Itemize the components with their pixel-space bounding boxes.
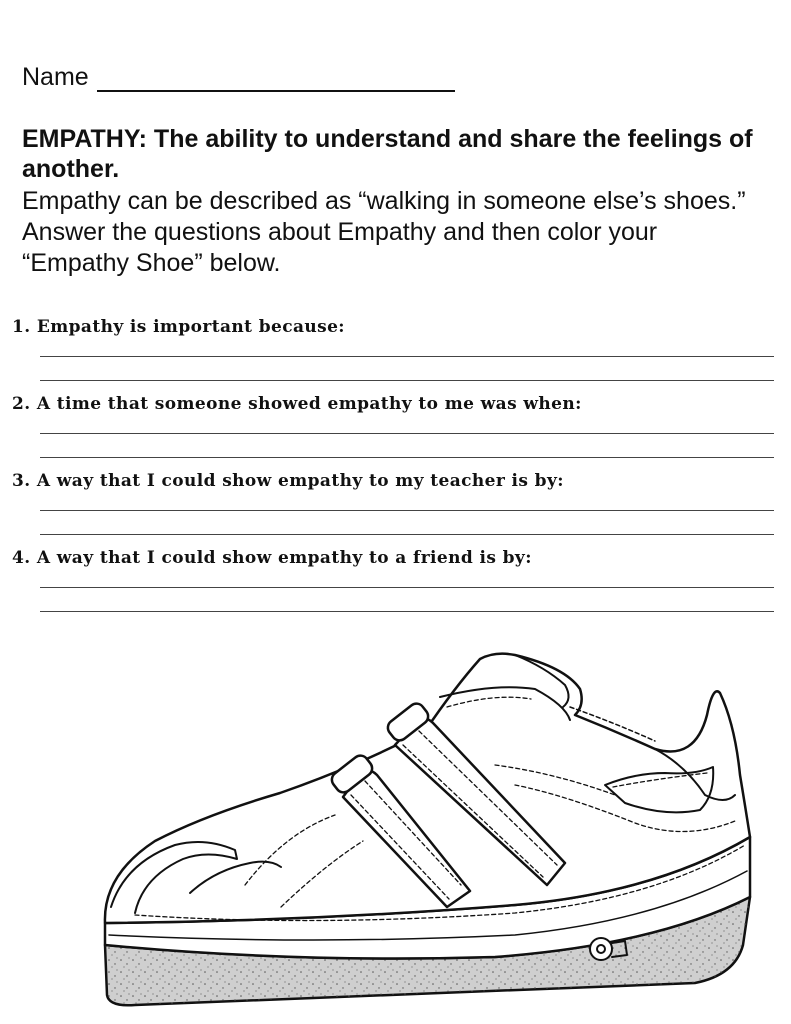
question-1-text: 1. Empathy is important because:: [12, 317, 345, 337]
sneaker-icon: [95, 645, 755, 1015]
definition-title: EMPATHY: The ability to understand and share the feelings of another.: [22, 125, 753, 183]
answer-line-1b[interactable]: [40, 357, 774, 381]
answer-line-3b[interactable]: [40, 511, 774, 535]
name-row: [22, 62, 455, 92]
answer-line-2a[interactable]: [40, 415, 774, 434]
question-list: [12, 316, 774, 624]
question-4-text: 4. A way that I could show empathy to a friend is by:: [12, 548, 532, 568]
name-label: Name: [22, 63, 89, 91]
question-1: [12, 316, 774, 393]
question-3-text: 3. A way that I could show empathy to my teacher is by:: [12, 471, 564, 491]
shoe-illustration: [95, 645, 755, 1015]
question-3: [12, 470, 774, 547]
question-2-text: 2. A time that someone showed empathy to me was when:: [12, 394, 582, 414]
question-2: [12, 393, 774, 470]
answer-line-1a[interactable]: [40, 338, 774, 357]
answer-line-2b[interactable]: [40, 434, 774, 458]
answer-line-3a[interactable]: [40, 492, 774, 511]
question-4: [12, 547, 774, 624]
answer-line-4a[interactable]: [40, 569, 774, 588]
name-input-line[interactable]: [97, 62, 455, 92]
definition-body: Empathy can be described as “walking in someone else’s shoes.” Answer the questions about Empathy and then color your “Empathy Shoe” below.: [22, 187, 746, 277]
answer-line-4b[interactable]: [40, 588, 774, 612]
